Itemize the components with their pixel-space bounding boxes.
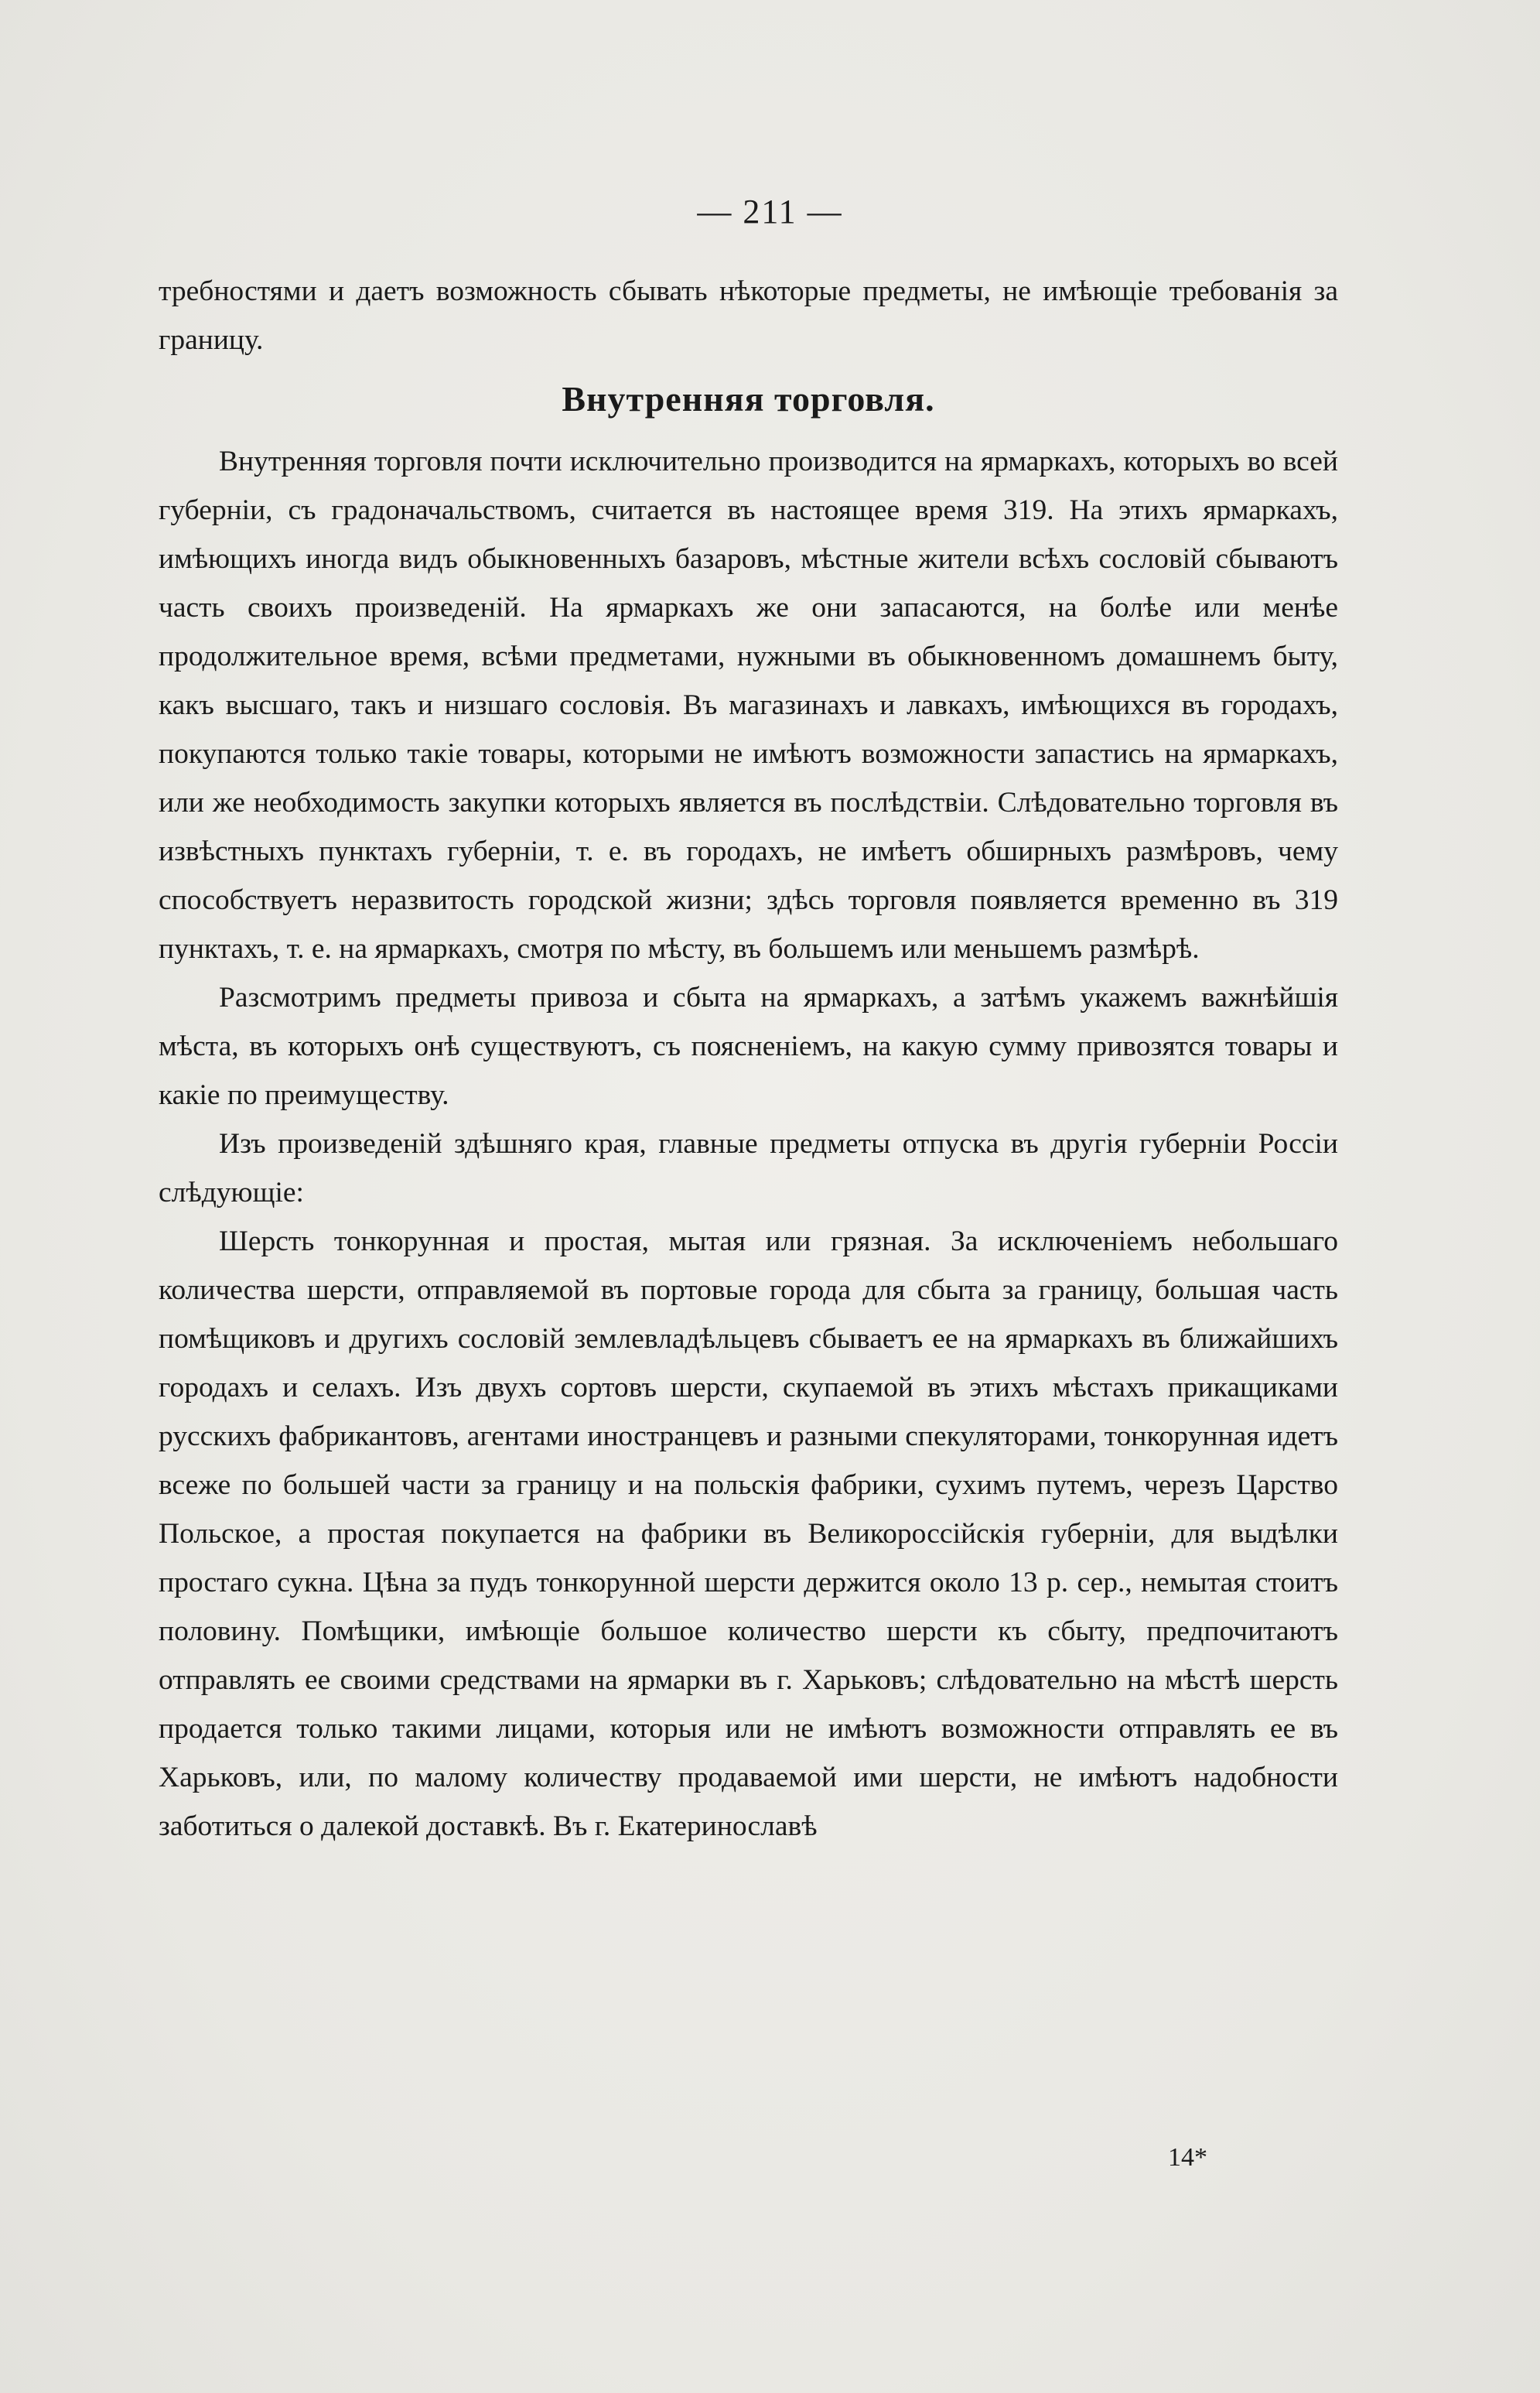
section-heading: Внутренняя торговля.: [562, 379, 935, 419]
page-number: — 211 —: [697, 193, 843, 231]
text-column: [159, 267, 1338, 1851]
paragraph: Шерсть тонкорунная и простая, мытая или грязная. За исключеніемъ небольшаго количества шерсти, отправляемой въ портовые города для сбыта за границу, большая часть помѣщиковъ и другихъ сословій землевладѣльцевъ сбываетъ ее на ярмаркахъ въ ближайшихъ городахъ и селахъ. Изъ двухъ сортовъ шерсти, скупаемой въ этихъ мѣстахъ прикащиками русскихъ фабрикантовъ, агентами иностранцевъ и разными спекуляторами, тонкорунная идетъ всеже по большей части за границу и на польскія фабрики, сухимъ путемъ, черезъ Царство Польское, а простая покупается на фабрики въ Великороссійскія губерніи, для выдѣлки простаго сукна. Цѣна за пудъ тонкорунной шерсти держится около 13 р. сер., немытая стоитъ половину. Помѣщики, имѣющіе большое количество шерсти къ сбыту, предпочитаютъ отправлять ее своими средствами на ярмарки въ г. Харьковъ; слѣдовательно на мѣстѣ шерсть продается только такими лицами, которыя или не имѣютъ возможности отправлять ее въ Харьковъ, или, по малому количеству продаваемой ими шерсти, не имѣютъ надобности заботиться о далекой доставкѣ. Въ г. Екатеринославѣ: [159, 1226, 1338, 1842]
paragraph-continued: требностями и даетъ возможность сбывать нѣкоторые предметы, не имѣющіе требованія за границу.: [159, 275, 1338, 356]
paragraph: Разсмотримъ предметы привоза и сбыта на ярмаркахъ, а затѣмъ укажемъ важнѣйшія мѣста, въ которыхъ онѣ существуютъ, съ поясненіемъ, на какую сумму привозятся товары и какіе по преимуществу.: [159, 982, 1338, 1111]
paragraph: Внутренняя торговля почти исключительно производится на ярмаркахъ, которыхъ во всей губерніи, съ градоначальствомъ, считается въ настоящее время 319. На этихъ ярмаркахъ, имѣющихъ иногда видъ обыкновенныхъ базаровъ, мѣстные жители всѣхъ сословій сбываютъ часть своихъ произведеній. На ярмаркахъ же они запасаются, на болѣе или менѣе продолжительное время, всѣми предметами, нужными въ обыкновенномъ домашнемъ быту, какъ высшаго, такъ и низшаго сословія. Въ магазинахъ и лавкахъ, имѣющихся въ городахъ, покупаются только такіе товары, которыми не имѣютъ возможности запастись на ярмаркахъ, или же необходимость закупки которыхъ является въ послѣдствіи. Слѣдовательно торговля въ извѣстныхъ пунктахъ губерніи, т. е. въ городахъ, не имѣетъ обширныхъ размѣровъ, чему способствуетъ неразвитость городской жизни; здѣсь торговля появляется временно въ 319 пунктахъ, т. е. на ярмаркахъ, смотря по мѣсту, въ большемъ или меньшемъ размѣрѣ.: [159, 446, 1338, 965]
paragraph: Изъ произведеній здѣшняго края, главные предметы отпуска въ другія губерніи Россіи слѣдующіе:: [159, 1128, 1338, 1208]
signature-mark: 14*: [1168, 2143, 1207, 2172]
